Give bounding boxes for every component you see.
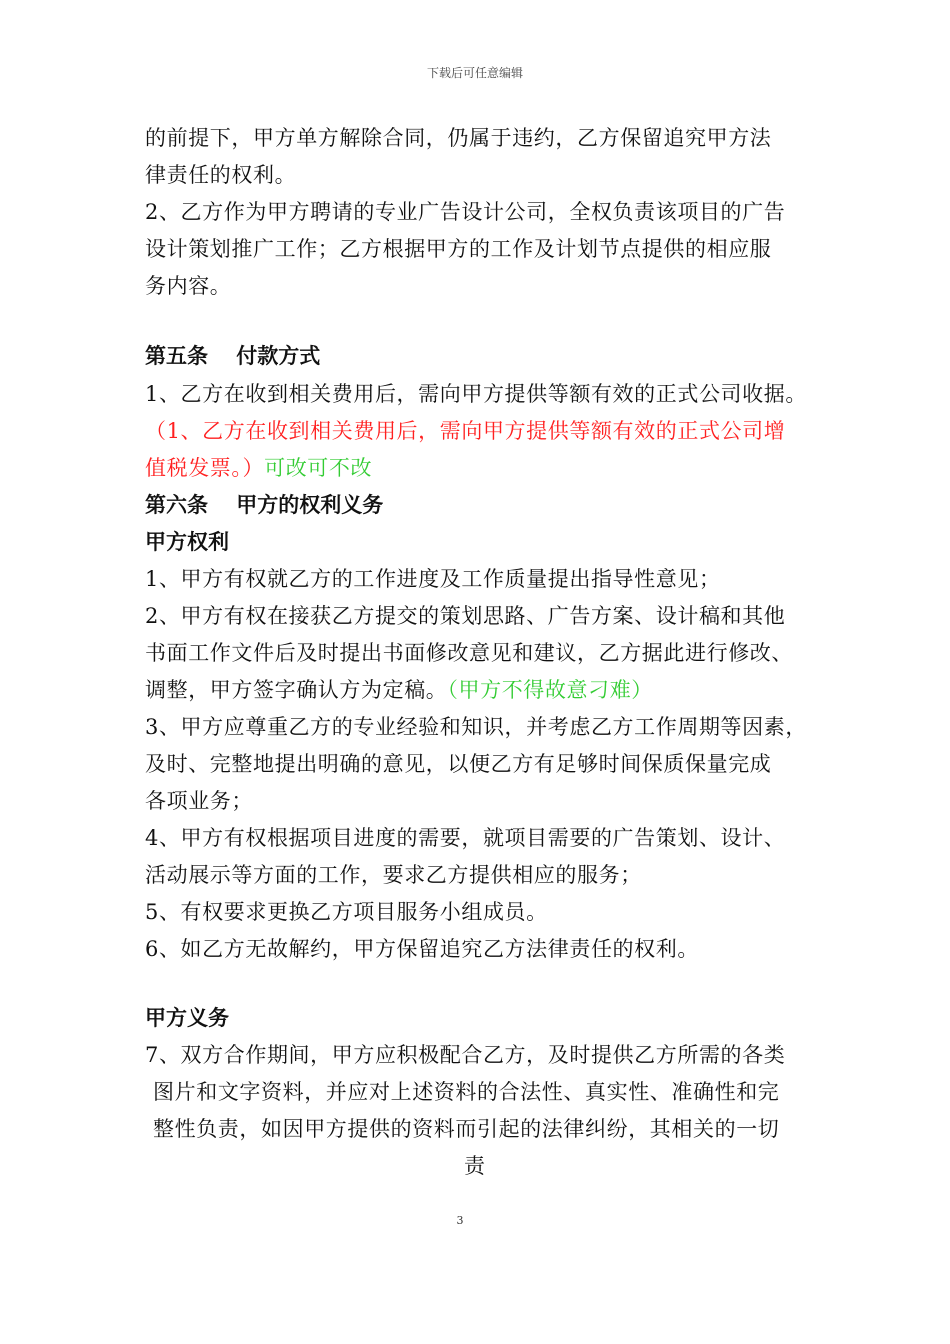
body-line: 6、如乙方无故解约，甲方保留追究乙方法律责任的权利。 — [145, 937, 699, 961]
body-line: 2、乙方作为甲方聘请的专业广告设计公司，全权负责该项目的广告 — [145, 200, 786, 224]
green-note-text: 可改可不改 — [264, 456, 373, 480]
red-note-line: （1、乙方在收到相关费用后，需向甲方提供等额有效的正式公司增 — [145, 419, 786, 443]
green-note-text: （甲方不得故意刁难） — [447, 678, 653, 702]
body-line: 图片和文字资料，并应对上述资料的合法性、真实性、准确性和完 — [153, 1080, 780, 1104]
page-number: 3 — [456, 1214, 464, 1227]
red-note-text: 值税发票。） — [145, 456, 265, 480]
article-6-heading: 第六条 甲方的权利义务 — [145, 493, 384, 517]
duties-heading: 甲方义务 — [145, 1006, 229, 1030]
body-line: 书面工作文件后及时提出书面修改意见和建议，乙方据此进行修改、 — [145, 641, 793, 665]
body-line: 各项业务； — [145, 789, 253, 813]
body-line: 1、甲方有权就乙方的工作进度及工作质量提出指导性意见； — [145, 567, 721, 591]
body-line: 整性负责，如因甲方提供的资料而引起的法律纠纷，其相关的一切 — [153, 1117, 780, 1141]
body-line: 4、甲方有权根据项目进度的需要，就项目需要的广告策划、设计、 — [145, 826, 786, 850]
body-line: 务内容。 — [145, 274, 232, 298]
body-line: 设计策划推广工作；乙方根据甲方的工作及计划节点提供的相应服 — [145, 237, 772, 261]
body-line: 责 — [464, 1154, 486, 1178]
body-line: 5、有权要求更换乙方项目服务小组成员。 — [145, 900, 548, 924]
body-line: 2、甲方有权在接获乙方提交的策划思路、广告方案、设计稿和其他 — [145, 604, 786, 628]
body-line: 活动展示等方面的工作，要求乙方提供相应的服务； — [145, 863, 642, 887]
body-line: 3、甲方应尊重乙方的专业经验和知识，并考虑乙方工作周期等因素， — [145, 715, 807, 739]
article-5-heading: 第五条 付款方式 — [145, 344, 321, 368]
body-line: 律责任的权利。 — [145, 163, 297, 187]
body-line-mixed — [145, 450, 825, 486]
rights-heading: 甲方权利 — [145, 530, 229, 554]
body-line: 1、乙方在收到相关费用后，需向甲方提供等额有效的正式公司收据。 — [145, 382, 807, 406]
body-line: 及时、完整地提出明确的意见，以便乙方有足够时间保质保量完成 — [145, 752, 772, 776]
page-header: 下载后可任意编辑 — [426, 66, 523, 80]
body-text: 调整，甲方签字确认方为定稿。 — [145, 678, 448, 702]
body-line: 的前提下，甲方单方解除合同，仍属于违约，乙方保留追究甲方法 — [145, 126, 772, 150]
body-line: 7、双方合作期间，甲方应积极配合乙方，及时提供乙方所需的各类 — [145, 1043, 786, 1067]
body-line-mixed — [145, 672, 825, 708]
